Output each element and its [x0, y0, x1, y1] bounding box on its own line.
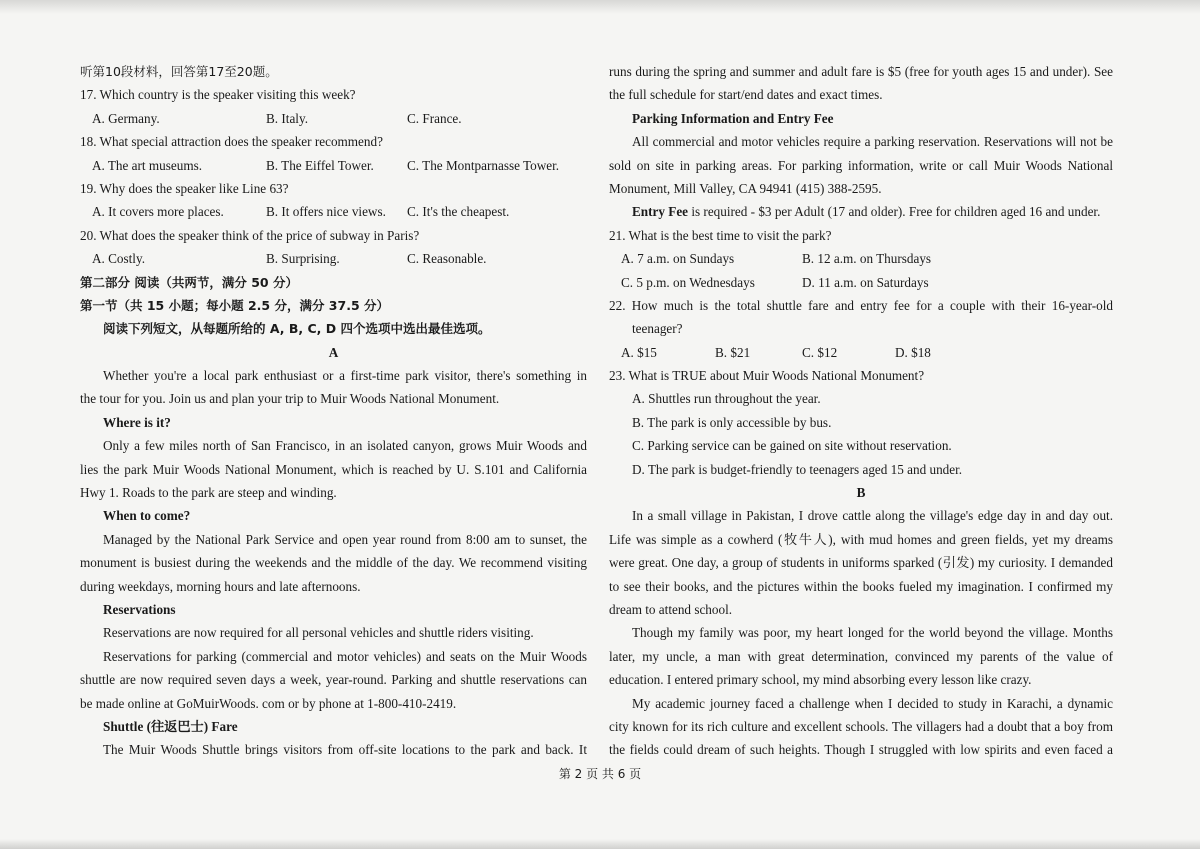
option: D. 11 a.m. on Saturdays — [802, 274, 929, 290]
option: C. Parking service can be gained on site without reservation. — [632, 438, 952, 454]
when-heading: When to come? — [103, 508, 191, 524]
paragraph-line: Whether you're a local park enthusiast or a first-time park visitor, there's something in — [103, 368, 587, 384]
shuttle-heading: Shuttle (往返巴士) Fare — [103, 718, 238, 734]
option: D. $18 — [895, 344, 931, 360]
paragraph-line: education. I entered primary school, my mind absorbing every lesson like crazy. — [609, 672, 1032, 688]
option: B. 12 a.m. on Thursdays — [802, 251, 932, 267]
option: A. It covers more places. — [92, 204, 224, 220]
reading-instruction: 阅读下列短文，从每题所给的 A, B, C, D 四个选项中选出最佳选项。 — [103, 321, 491, 337]
paragraph-line: Reservations are now required for all personal vehicles and shuttle riders visiting. — [103, 625, 534, 641]
scan-edge-top — [0, 0, 1200, 14]
option: D. The park is budget-friendly to teenagers aged 15 and under. — [632, 461, 963, 477]
option: B. The park is only accessible by bus. — [632, 414, 832, 430]
left-column — [80, 60, 587, 762]
question-22-cont: teenager? — [632, 321, 683, 337]
question-17: 17. Which country is the speaker visiting this week? — [80, 87, 356, 103]
option: B. Surprising. — [266, 251, 340, 267]
paragraph-line: Managed by the National Park Service and open year round from 8:00 am to sunset, the — [103, 531, 587, 547]
option: A. Costly. — [92, 251, 146, 267]
listening-instruction: 听第10段材料，回答第17至20题。 — [80, 64, 278, 79]
question-19: 19. Why does the speaker like Line 63? — [80, 180, 289, 196]
option: C. France. — [407, 110, 462, 126]
paragraph-line: Reservations for parking (commercial and motor vehicles) and seats on the Muir Woods — [103, 648, 587, 664]
question-23: 23. What is TRUE about Muir Woods National Monument? — [609, 368, 925, 384]
section-one-heading: 第一节（共 15 小题；每小题 2.5 分，满分 37.5 分） — [80, 297, 389, 313]
option: B. Italy. — [266, 110, 308, 126]
paragraph-line: shuttle are now required seven days a week, year-round. Parking and shuttle reservations can — [80, 672, 587, 688]
question-22: 22. How much is the total shuttle fare and entry fee for a couple with their 16-year-old — [609, 297, 1113, 313]
option: C. Reasonable. — [407, 251, 487, 267]
paragraph-line: later, my uncle, a man with great determination, convinced my parents of the value of — [609, 648, 1113, 664]
paragraph-line: Though my family was poor, my heart longed for the world beyond the village. Months — [632, 625, 1113, 641]
option: C. It's the cheapest. — [407, 204, 510, 220]
paragraph-line: the full schedule for start/end dates and exact times. — [609, 87, 883, 103]
paragraph-line: city known for its rich culture and excellent schools. The villagers had a doubt that a boy from — [609, 718, 1113, 734]
option: A. 7 a.m. on Sundays — [621, 251, 735, 267]
paragraph-line: Life was simple as a cowherd (牧牛人), with mud homes and green fields, yet my dreams — [609, 531, 1113, 547]
part-two-heading: 第二部分 阅读（共两节，满分 50 分） — [80, 274, 298, 290]
question-21: 21. What is the best time to visit the park? — [609, 227, 832, 243]
option: B. It offers nice views. — [266, 204, 386, 220]
option: C. 5 p.m. on Wednesdays — [621, 274, 755, 290]
reservations-heading: Reservations — [103, 601, 176, 617]
paragraph-line: Hwy 1. Roads to the park are steep and winding. — [80, 485, 337, 501]
question-21-options-row1 — [609, 247, 1113, 270]
paragraph-line: monument is busiest during the weekends and the middle of the day. We recommend visiting — [80, 555, 587, 571]
where-heading: Where is it? — [103, 414, 171, 430]
option: B. $21 — [715, 344, 751, 360]
question-21-options-row2 — [609, 271, 1113, 294]
option: A. Germany. — [92, 110, 160, 126]
passage-a-label: A — [328, 344, 339, 360]
option: C. $12 — [802, 344, 838, 360]
paragraph-line: All commercial and motor vehicles require a parking reservation. Reservations will not be — [632, 134, 1113, 150]
paragraph-line: to see their books, and the pictures within the books fueled my imagination. I confirmed my — [609, 578, 1113, 594]
paragraph-line: My academic journey faced a challenge when I decided to study in Karachi, a dynamic — [632, 695, 1113, 711]
paragraph-line: In a small village in Pakistan, I drove cattle along the village's edge day in and day out. — [632, 508, 1113, 524]
page-number: 第 2 页 共 6 页 — [558, 767, 642, 781]
paragraph-line: sold on site in parking areas. For parking information, write or call Muir Woods National — [609, 157, 1113, 173]
paragraph-line: Monument, Mill Valley, CA 94941 (415) 388-2595. — [609, 180, 882, 196]
question-18-options — [80, 154, 587, 177]
question-18: 18. What special attraction does the speaker recommend? — [80, 134, 383, 150]
entry-fee-text: is required - $3 per Adult (17 and older). Free for children aged 16 and under. — [688, 204, 1101, 220]
scan-edge-bottom — [0, 839, 1200, 849]
option: A. The art museums. — [92, 157, 203, 173]
question-19-options — [80, 200, 587, 223]
parking-heading: Parking Information and Entry Fee — [632, 110, 834, 126]
paragraph-line: during weekdays, morning hours and late afternoons. — [80, 578, 361, 594]
question-22-options — [609, 341, 1113, 364]
paragraph-line: runs during the spring and summer and adult fare is $5 (free for youth ages 15 and under). See — [609, 64, 1113, 79]
right-column — [609, 60, 1113, 762]
option: B. The Eiffel Tower. — [266, 157, 374, 173]
option: A. Shuttles run throughout the year. — [632, 391, 821, 407]
option: A. $15 — [621, 344, 657, 360]
paragraph-line: dream to attend school. — [609, 601, 733, 617]
passage-b-label: B — [856, 485, 866, 501]
question-20-options — [80, 247, 587, 270]
paragraph-line: the fields could dream of such heights. Though I struggled with low spirits and even faced a — [609, 742, 1113, 758]
paragraph-line: be made online at GoMuirWoods. com or by phone at 1-800-410-2419. — [80, 695, 457, 711]
paragraph-line: The Muir Woods Shuttle brings visitors from off-site locations to the park and back. It — [103, 742, 587, 758]
entry-fee-label: Entry Fee — [632, 204, 689, 220]
question-20: 20. What does the speaker think of the price of subway in Paris? — [80, 227, 420, 243]
paragraph-line: the tour for you. Join us and plan your trip to Muir Woods National Monument. — [80, 391, 500, 407]
option: C. The Montparnasse Tower. — [407, 157, 560, 173]
paragraph-line: lies the park Muir Woods National Monument, which is reached by U. S.101 and California — [80, 461, 587, 477]
paragraph-line: were great. One day, a group of students in uniforms sparked (引发) my curiosity. I demanded — [609, 555, 1113, 571]
entry-fee-line — [609, 200, 1113, 223]
question-17-options — [80, 107, 587, 130]
paragraph-line: Only a few miles north of San Francisco, in an isolated canyon, grows Muir Woods and — [103, 438, 587, 454]
